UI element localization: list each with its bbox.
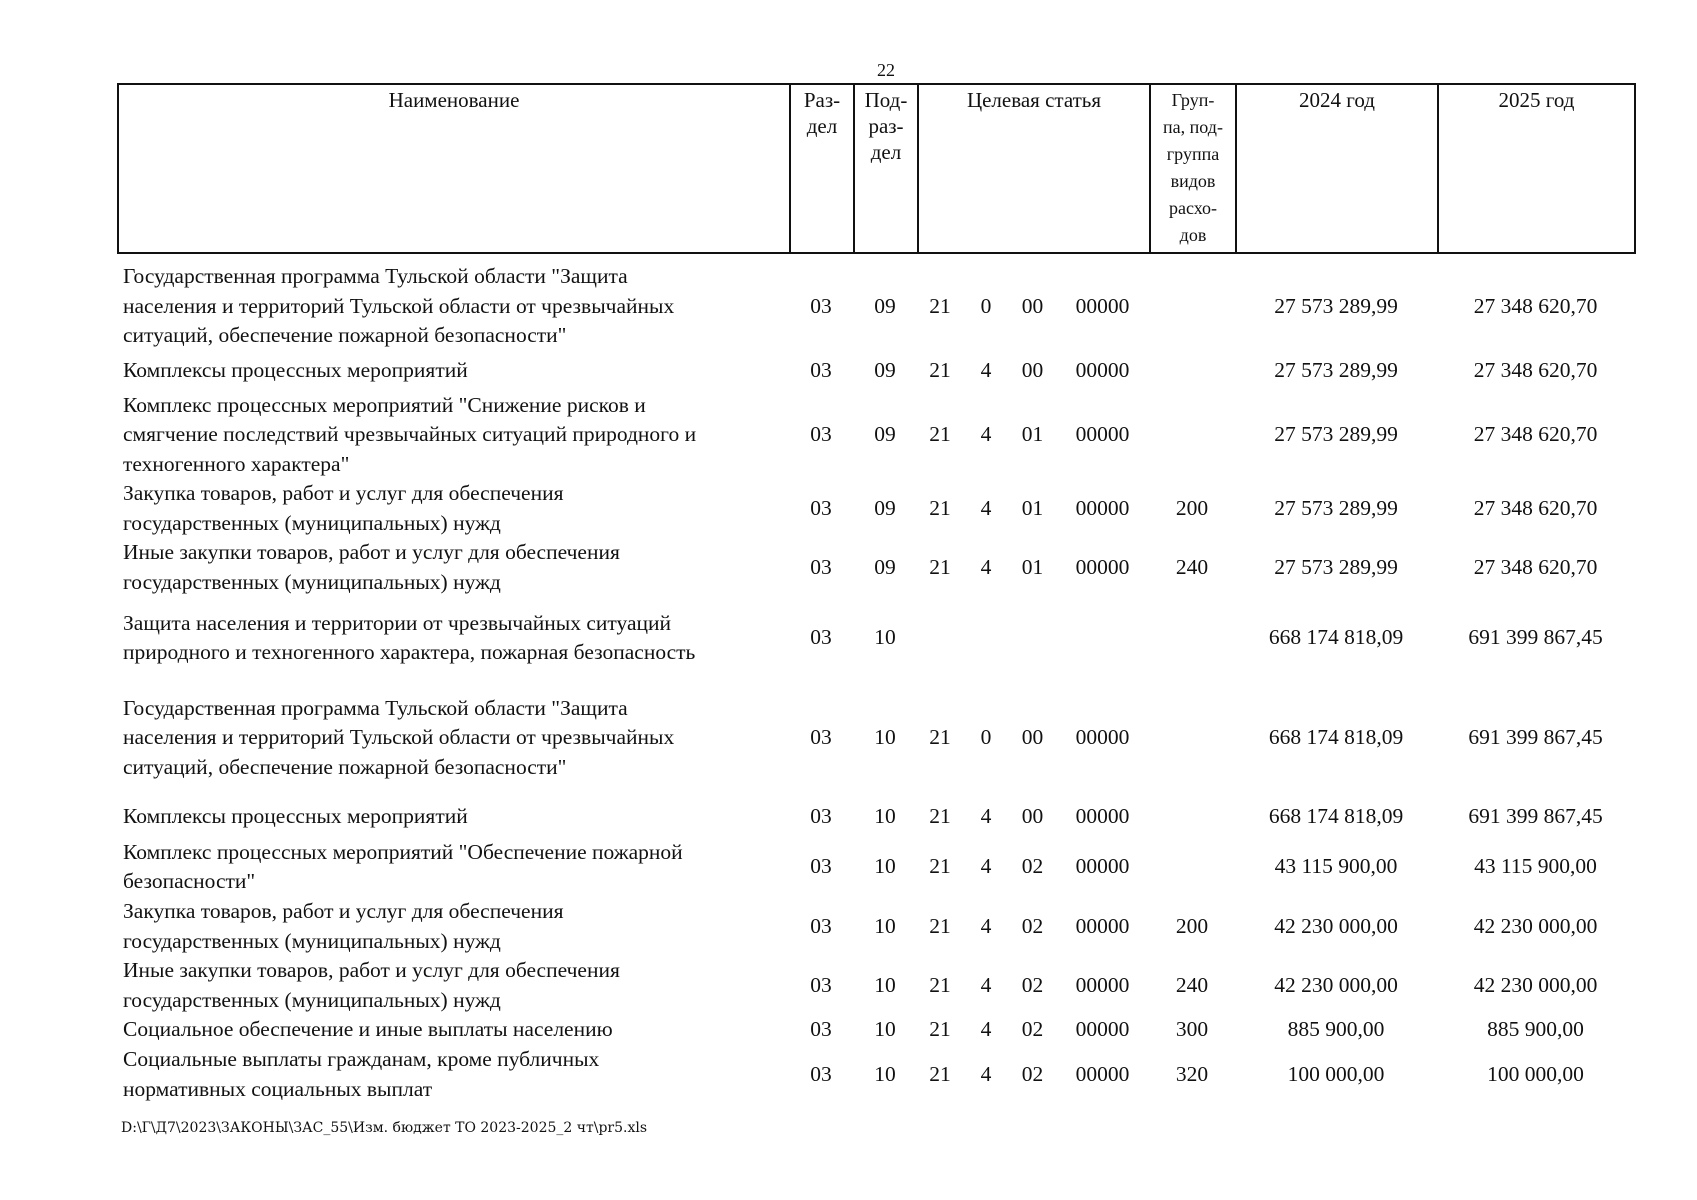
target-program-code: 21 [929,293,951,318]
target-subprogram-code: 4 [980,854,992,879]
subsection-code: 09 [874,554,896,579]
target-subprogram-code: 0 [980,293,992,318]
amount-2024: 885 900,00 [1287,1017,1385,1042]
target-subprogram-code: 4 [980,1061,992,1086]
budget-table [117,262,1634,1104]
subsection-code: 10 [874,1017,896,1042]
target-direction-code [1056,597,1149,679]
target-event-code: 02 [1021,1017,1044,1042]
target-direction-code: 00000 [1075,422,1130,446]
section-code: 03 [810,913,832,938]
expense-group-code [1149,597,1235,679]
table-row [117,538,1634,597]
target-subprogram-code: 4 [980,972,992,997]
row-name-line: Закупка товаров, работ и услуг для обеспечения [123,481,564,505]
target-subprogram-code: 4 [980,554,992,579]
row-name-line: Комплекс процессных мероприятий "Снижение рисков и [123,392,646,417]
row-name [117,797,789,837]
target-direction-code: 00000 [1075,725,1130,750]
table-row [117,262,1634,351]
expense-group-code: 200 [1175,495,1209,520]
section-code: 03 [810,725,832,750]
target-event-code: 00 [1021,804,1044,829]
section-code: 03 [810,804,832,829]
amount-2024: 27 573 289,99 [1274,357,1398,382]
target-event-code: 01 [1021,422,1044,446]
row-name [117,897,789,956]
row-name [117,597,789,679]
target-direction-code: 00000 [1075,357,1130,382]
row-name-line: Социальные выплаты гражданам, кроме публичных [123,1047,600,1071]
table-row [117,956,1634,1015]
table-row [117,391,1634,480]
row-name-line: Комплексы процессных мероприятий [123,357,468,382]
target-program-code: 21 [929,725,951,750]
row-name [117,1045,789,1104]
amount-2024: 43 115 900,00 [1274,854,1398,879]
target-event-code [1009,597,1056,679]
target-program-code: 21 [929,913,951,938]
amount-2025: 42 230 000,00 [1473,972,1598,997]
amount-2024: 42 230 000,00 [1274,972,1398,997]
amount-2025: 100 000,00 [1487,1061,1584,1086]
row-name [117,262,789,351]
expense-group-code [1149,797,1235,837]
row-name-line: Защита населения и территории от чрезвычайных ситуаций [123,610,672,635]
target-event-code: 02 [1021,913,1044,938]
row-name-line: Комплексы процессных мероприятий [123,804,468,829]
row-name-line: Иные закупки товаров, работ и услуг для обеспечения [123,540,620,564]
section-code: 03 [810,625,832,650]
target-direction-code: 00000 [1075,554,1130,579]
expense-group-code: 240 [1175,972,1209,997]
target-program-code: 21 [929,854,951,879]
amount-2024: 27 573 289,99 [1274,422,1398,446]
table-row [117,679,1634,797]
expense-group-code [1149,351,1235,391]
target-direction-code: 00000 [1075,913,1130,938]
target-direction-code: 00000 [1075,293,1130,318]
amount-2024: 27 573 289,99 [1274,293,1398,318]
row-name-line: Социальное обеспечение и иные выплаты населению [123,1017,613,1042]
amount-2025: 885 900,00 [1487,1017,1584,1042]
amount-2025: 43 115 900,00 [1474,854,1597,879]
target-program-code: 21 [929,972,951,997]
target-program-code: 21 [929,422,951,446]
expense-group-code: 240 [1175,554,1209,579]
row-name-line: ситуаций, обеспечение пожарной безопасности" [123,323,567,347]
table-row [117,797,1634,837]
target-event-code: 02 [1021,854,1044,879]
expense-group-code: 320 [1175,1061,1209,1086]
target-direction-code: 00000 [1075,804,1130,829]
table-row [117,351,1634,391]
target-subprogram-code: 4 [980,1017,992,1042]
subsection-code: 10 [874,625,896,650]
amount-2025: 691 399 867,45 [1468,725,1603,750]
amount-2025: 27 348 620,70 [1473,495,1598,520]
target-subprogram-code: 4 [980,357,992,382]
target-event-code: 02 [1021,972,1044,997]
file-path-footer: D:\Г\Д7\2023\ЗАКОНЫ\ЗАС_55\Изм. бюджет ТО 2023-2025_2 чт\pr5.xls [121,1120,648,1136]
row-name [117,1015,789,1045]
target-event-code: 01 [1021,495,1044,520]
row-name-line: населения и территорий Тульской области от чрезвычайных [123,725,675,750]
expense-group-code: 300 [1175,1017,1209,1042]
subsection-code: 10 [874,972,896,997]
target-program-code: 21 [929,357,951,382]
target-program-code: 21 [929,1017,951,1042]
row-name-line: смягчение последствий чрезвычайных ситуаций природного и [123,422,697,446]
table-row [117,597,1634,679]
row-name [117,837,789,897]
section-code: 03 [810,495,832,520]
row-name [117,479,789,538]
target-direction-code: 00000 [1075,1061,1130,1086]
subsection-code: 09 [874,495,896,520]
expense-group-code [1149,837,1235,897]
target-event-code: 02 [1021,1061,1044,1086]
target-program-code: 21 [929,804,951,829]
subsection-code: 10 [874,804,896,829]
amount-2025: 27 348 620,70 [1473,357,1598,382]
row-name [117,351,789,391]
subsection-code: 09 [874,422,896,446]
row-name-line: государственных (муниципальных) нужд [123,987,501,1012]
row-name-line: государственных (муниципальных) нужд [123,510,501,535]
target-program-code: 21 [929,495,951,520]
target-direction-code: 00000 [1075,495,1130,520]
section-code: 03 [810,357,832,382]
target-subprogram-code [963,597,1009,679]
target-event-code: 00 [1021,293,1044,318]
row-name-line: ситуаций, обеспечение пожарной безопасности" [123,754,567,779]
target-direction-code: 00000 [1075,854,1130,879]
amount-2024: 27 573 289,99 [1274,554,1398,579]
row-name [117,956,789,1015]
header-expense-group: Груп- па, под- группа видов расхо- дов [1150,84,1236,253]
amount-2024: 668 174 818,09 [1268,804,1404,829]
amount-2025: 27 348 620,70 [1473,422,1598,446]
row-name-line: Государственная программа Тульской области "Защита [123,264,628,288]
target-subprogram-code: 4 [980,422,992,446]
table-row [117,897,1634,956]
target-subprogram-code: 4 [980,913,992,938]
target-subprogram-code: 4 [980,804,992,829]
expense-group-code: 200 [1175,913,1209,938]
subsection-code: 10 [874,725,896,750]
section-code: 03 [810,854,832,879]
section-code: 03 [810,554,832,579]
amount-2025: 27 348 620,70 [1473,554,1598,579]
row-name-line: техногенного характера" [123,451,350,476]
header-section: Раз- дел [790,84,854,253]
subsection-code: 09 [874,293,896,318]
row-name-line: нормативных социальных выплат [123,1076,433,1101]
amount-2024: 668 174 818,09 [1268,725,1404,750]
amount-2025: 42 230 000,00 [1473,913,1598,938]
section-code: 03 [810,293,832,318]
section-code: 03 [810,972,832,997]
amount-2024: 27 573 289,99 [1274,495,1398,520]
subsection-code: 09 [874,357,896,382]
section-code: 03 [810,1017,832,1042]
row-name-line: Государственная программа Тульской области "Защита [123,695,628,720]
header-subsection: Под- раз- дел [854,84,918,253]
table-row [117,479,1634,538]
table-row [117,1045,1634,1104]
row-name-line: Иные закупки товаров, работ и услуг для обеспечения [123,958,620,982]
header-name: Наименование [118,84,790,253]
row-name-line: природного и техногенного характера, пожарная безопасность [123,640,696,664]
target-event-code: 01 [1021,554,1044,579]
target-subprogram-code: 4 [980,495,992,520]
expense-group-code [1149,679,1235,797]
subsection-code: 10 [874,854,896,879]
target-event-code: 00 [1021,725,1044,750]
amount-2024: 100 000,00 [1287,1061,1385,1086]
section-code: 03 [810,422,832,446]
amount-2024: 668 174 818,09 [1268,625,1404,650]
target-direction-code: 00000 [1075,1017,1130,1042]
amount-2024: 42 230 000,00 [1274,913,1398,938]
header-year-2025: 2025 год [1438,84,1635,253]
row-name [117,679,789,797]
row-name [117,391,789,480]
table-row [117,1015,1634,1045]
row-name-line: государственных (муниципальных) нужд [123,569,501,594]
section-code: 03 [810,1061,832,1086]
amount-2025: 691 399 867,45 [1468,625,1603,650]
amount-2025: 691 399 867,45 [1468,804,1603,829]
header-target-article: Целевая статья [918,84,1150,253]
row-name-line: Комплекс процессных мероприятий "Обеспечение пожарной [123,839,683,864]
row-name-line: населения и территорий Тульской области от чрезвычайных [123,293,675,318]
subsection-code: 10 [874,1061,896,1086]
target-subprogram-code: 0 [980,725,992,750]
target-program-code [917,597,963,679]
table-row [117,837,1634,897]
row-name [117,538,789,597]
row-name-line: государственных (муниципальных) нужд [123,928,501,953]
target-event-code: 00 [1021,357,1044,382]
expense-group-code [1149,262,1235,351]
subsection-code: 10 [874,913,896,938]
header-year-2024: 2024 год [1236,84,1438,253]
target-program-code: 21 [929,1061,951,1086]
amount-2025: 27 348 620,70 [1473,293,1598,318]
row-name-line: Закупка товаров, работ и услуг для обеспечения [123,899,564,923]
target-direction-code: 00000 [1075,972,1130,997]
target-program-code: 21 [929,554,951,579]
page-number: 22 [877,60,895,80]
expense-group-code [1149,391,1235,480]
row-name-line: безопасности" [123,869,256,893]
table-header [117,83,1636,254]
